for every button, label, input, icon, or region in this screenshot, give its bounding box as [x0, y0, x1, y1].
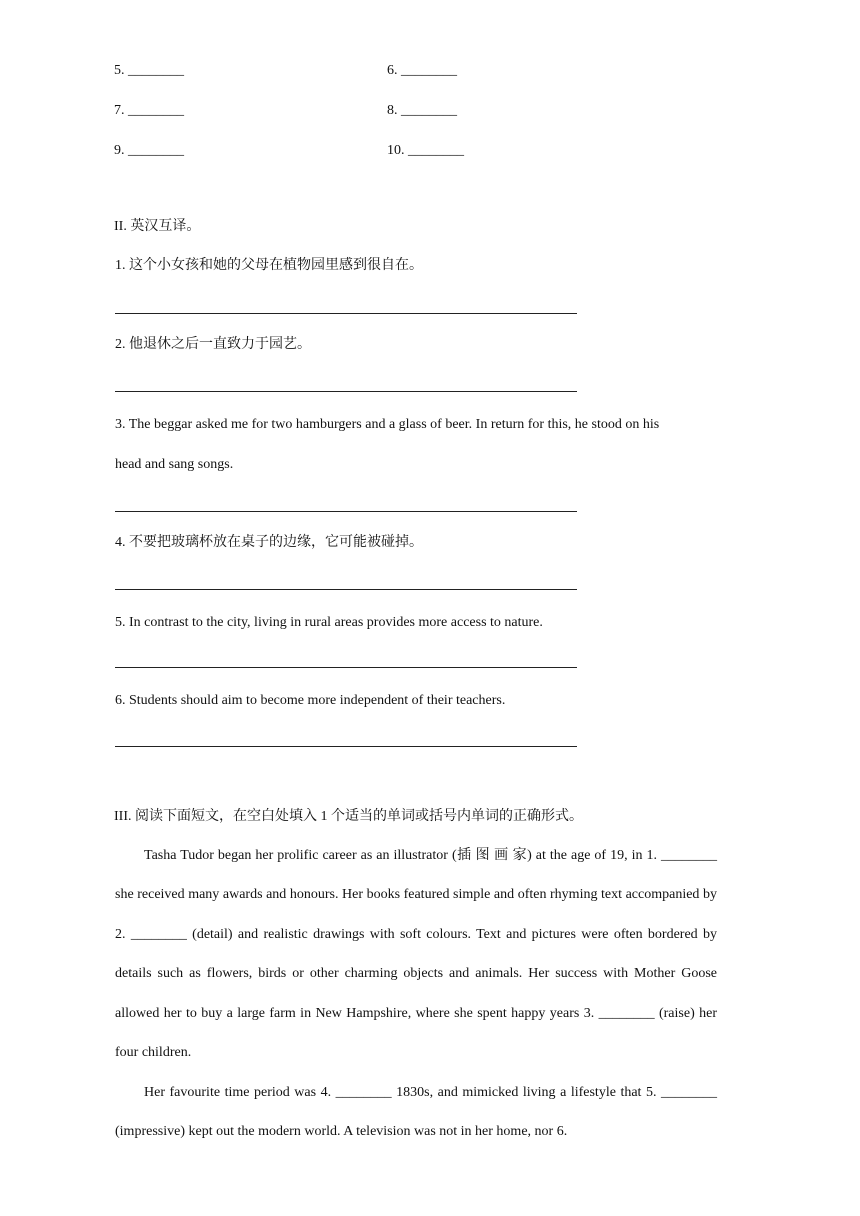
translation-question-5: 5. In contrast to the city, living in rural areas provides more access to nature.: [115, 615, 543, 630]
translation-question-4: 4. 不要把玻璃杯放在桌子的边缘，它可能被碰掉。: [115, 535, 423, 550]
section3-heading: III. 阅读下面短文，在空白处填入 1 个适当的单词或括号内单词的正确形式。: [114, 809, 583, 824]
translation-question-3-line1: 3. The beggar asked me for two hamburgers and a glass of beer. In return for this, he stood on his: [115, 417, 660, 432]
answer-line-4[interactable]: [115, 589, 577, 590]
translation-question-6: 6. Students should aim to become more independent of their teachers.: [115, 693, 506, 708]
translation-question-1: 1. 这个小女孩和她的父母在植物园里感到很自在。: [115, 258, 423, 273]
answer-line-2[interactable]: [115, 391, 577, 392]
reading-passage-paragraph-2: [115, 1073, 717, 1152]
answer-line-5[interactable]: [115, 667, 577, 668]
paragraph-2-text: Her favourite time period was 4. ________ 1830s, and mimicked living a lifestyle that 5. ________ (impressive) kept out the modern world. A television was not in her home, nor 6.: [115, 1085, 717, 1140]
answer-line-1[interactable]: [115, 313, 577, 314]
section2-heading: II. 英汉互译。: [114, 219, 201, 234]
answer-blank-8: 8. ________: [387, 103, 457, 118]
answer-blank-7: 7. ________: [114, 103, 184, 118]
answer-blank-9: 9. ________: [114, 143, 184, 158]
answer-blank-10: 10. ________: [387, 143, 464, 158]
translation-question-2: 2. 他退休之后一直致力于园艺。: [115, 337, 311, 352]
answer-blank-6: 6. ________: [387, 63, 457, 78]
answer-line-6[interactable]: [115, 746, 577, 747]
translation-question-3-line2: head and sang songs.: [115, 457, 234, 472]
answer-blank-5: 5. ________: [114, 63, 184, 78]
answer-line-3[interactable]: [115, 511, 577, 512]
reading-passage-paragraph-1: [115, 836, 717, 1072]
paragraph-1-text: Tasha Tudor began her prolific career as an illustrator (插 图 画 家) at the age of 19, in 1. ________ she received many awards and honours. Her books featured simple and often rhyming text accompanied by 2. ________ (detail) and realistic drawings with soft colours. Text and pictures were often bordered by details such as flowers, birds or other charming objects and animals. Her success with Mother Goose allowed her to buy a large farm in New Hampshire, where she spent happy years 3. ________ (raise) her four children.: [115, 848, 717, 1061]
